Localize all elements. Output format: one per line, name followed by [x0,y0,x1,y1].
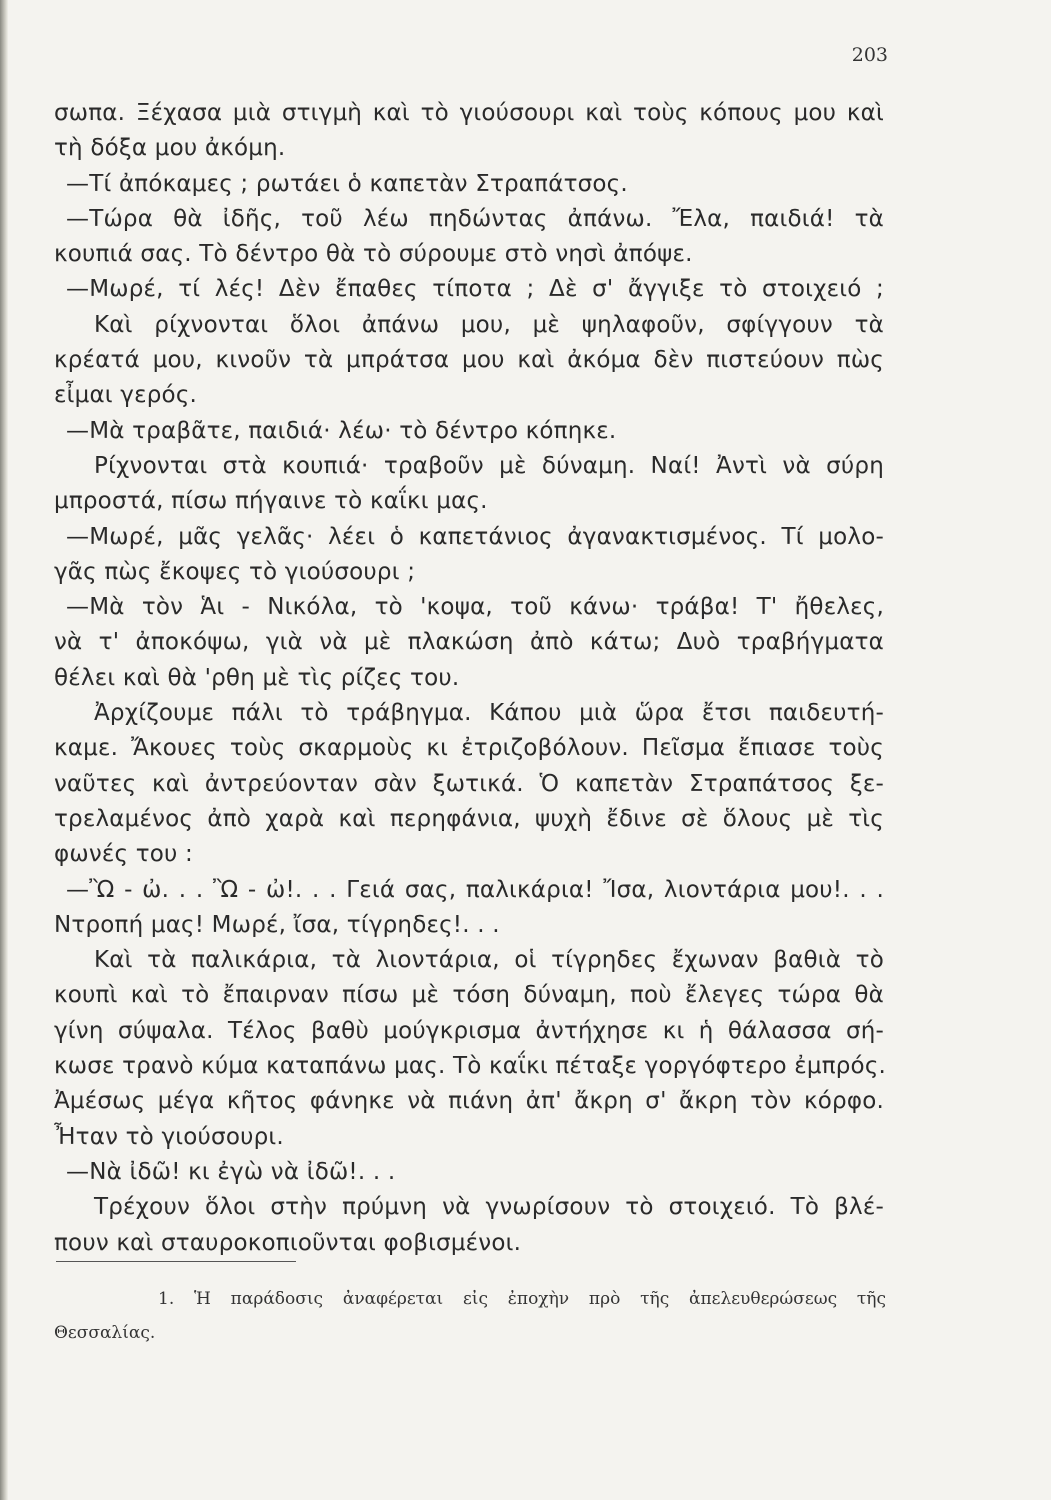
scan-binding-edge [0,0,8,1500]
text-line: φωνές του : [54,841,194,868]
text-line: Ἀρχίζουμε πάλι τὸ τράβηγμα. Κάπου μιὰ ὥρα ἔτσι παιδευτή- [94,700,884,727]
text-line: —Μωρέ, μᾶς γελᾶς· λέει ὁ καπετάνιος ἀγανακτισμένος. Τί μολο- [66,523,884,550]
footnote-line: 1. Ἡ παράδοσις ἀναφέρεται εἰς ἐποχὴν πρὸ τῆς ἀπελευθερώσεως τῆς [158,1289,886,1309]
text-line: κρέατά μου, κινοῦν τὰ μπράτσα μου καὶ ἀκόμα δὲν πιστεύουν πὼς [54,347,884,374]
footnote [54,1282,886,1350]
text-line: —Ὢ - ὠ. . . Ὢ - ὠ!. . . Γειά σας, παλικάρια! Ἴσα, λιοντάρια μου!. . . [66,876,884,903]
text-line: σωπα. Ξέχασα μιὰ στιγμὴ καὶ τὸ γιούσουρι καὶ τοὺς κόπους μου καὶ [54,100,884,126]
text-line: —Νὰ ἰδῶ! κι ἐγὼ νὰ ἰδῶ!. . . [66,1158,396,1185]
text-line: ναῦτες καὶ ἀντρεύονταν σὰν ξωτικά. Ὁ καπετὰν Στραπάτσος ξε- [54,770,884,797]
footnote-line: Θεσσαλίας. [54,1323,156,1343]
text-line: —Τώρα θὰ ἰδῆς, τοῦ λέω πηδώντας ἀπάνω. Ἔλα, παιδιά! τὰ [66,205,884,232]
text-line: Ρίχνονται στὰ κουπιά· τραβοῦν μὲ δύναμη. Ναί! Ἀντὶ νὰ σύρη [94,452,884,479]
page-number: 203 [851,44,888,66]
text-line: Ντροπή μας! Μωρέ, ἴσα, τίγρηδες!. . . [54,911,500,938]
text-line: πουν καὶ σταυροκοπιοῦνται φοβισμένοι. [54,1229,522,1256]
text-line: Τρέχουν ὅλοι στὴν πρύμνη νὰ γνωρίσουν τὸ στοιχειό. Τὸ βλέ- [94,1194,884,1221]
footnote-divider [56,1261,296,1262]
text-line: νὰ τ' ἀποκόψω, γιὰ νὰ μὲ πλακώση ἀπὸ κάτω; Δυὸ τραβήγματα [54,629,884,656]
text-line: θέλει καὶ θὰ 'ρθη μὲ τὶς ρίζες του. [54,664,460,691]
text-line: Ἦταν τὸ γιούσουρι. [54,1123,284,1150]
text-line: —Μωρέ, τί λές! Δὲν ἔπαθες τίποτα ; Δὲ σ' ἄγγιξε τὸ στοιχειό ; [66,276,884,303]
text-line: γᾶς πὼς ἔκοψες τὸ γιούσουρι ; [54,558,416,585]
text-line: εἶμαι γερός. [54,382,198,409]
text-line: γίνη σύψαλα. Τέλος βαθὺ μούγκρισμα ἀντήχησε κι ἡ θάλασσα σή- [54,1017,884,1044]
text-line: τὴ δόξα μου ἀκόμη. [54,135,286,162]
text-line: κωσε τρανὸ κύμα καταπάνω μας. Τὸ καΐκι πέταξε γοργόφτερο ἐμπρός. [54,1053,887,1080]
text-line: τρελαμένος ἀπὸ χαρὰ καὶ περηφάνια, ψυχὴ ἔδινε σὲ ὅλους μὲ τὶς [54,805,884,832]
text-line: —Μὰ τὸν Ἁι - Νικόλα, τὸ 'κοψα, τοῦ κάνω· τράβα! Τ' ἤθελες, [66,594,884,621]
text-line: Καὶ ρίχνονται ὅλοι ἀπάνω μου, μὲ ψηλαφοῦν, σφίγγουν τὰ [94,311,884,338]
text-line: Καὶ τὰ παλικάρια, τὰ λιοντάρια, οἱ τίγρηδες ἔχωναν βαθιὰ τὸ [94,947,884,974]
text-line: μπροστά, πίσω πήγαινε τὸ καΐκι μας. [54,488,488,515]
text-line: —Μὰ τραβᾶτε, παιδιά· λέω· τὸ δέντρο κόπηκε. [66,417,617,444]
text-line: —Τί ἀπόκαμες ; ρωτάει ὁ καπετὰν Στραπάτσος. [66,170,628,197]
main-text [54,96,887,1261]
text-line: καμε. Ἄκουες τοὺς σκαρμοὺς κι ἐτριζοβόλουν. Πεῖσμα ἔπιασε τοὺς [54,735,884,762]
text-line: Ἀμέσως μέγα κῆτος φάνηκε νὰ πιάνη ἀπ' ἄκρη σ' ἄκρη τὸν κόρφο. [54,1088,884,1115]
text-line: κουπιά σας. Τὸ δέντρο θὰ τὸ σύρουμε στὸ νησὶ ἀπόψε. [54,241,693,268]
text-line: κουπὶ καὶ τὸ ἔπαιρναν πίσω μὲ τόση δύναμη, ποὺ ἔλεγες τώρα θὰ [54,982,884,1009]
